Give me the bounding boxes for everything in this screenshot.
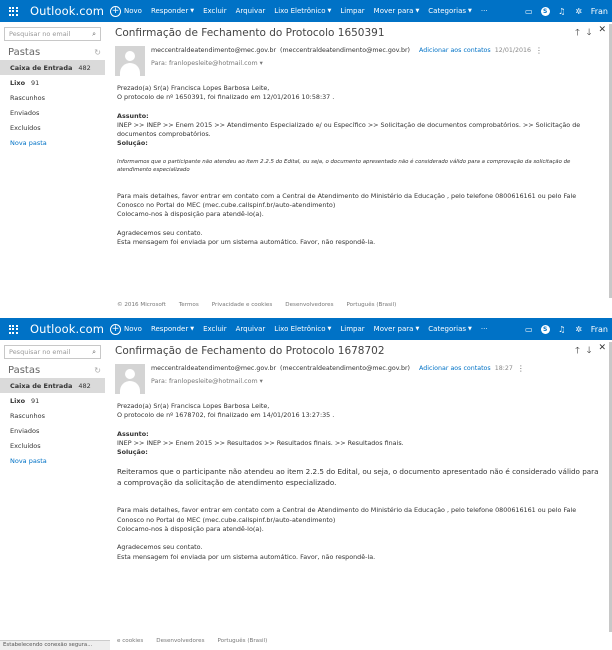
folder-label: Enviados (10, 426, 40, 435)
search-icon[interactable]: ⌕ (92, 347, 96, 356)
new-label: Novo (124, 7, 142, 15)
more-icon: ··· (480, 7, 488, 15)
app-launcher-icon[interactable] (0, 318, 26, 340)
chevron-down-icon: ▼ (190, 8, 195, 14)
search-icon[interactable]: ⌕ (92, 29, 96, 38)
refresh-icon[interactable]: ↻ (94, 366, 101, 375)
folder-label: Caixa de Entrada (10, 63, 73, 72)
reply-button[interactable] (151, 325, 194, 333)
solution-text: Informamos que o participante não atendeu ao item 2.2.5 do Edital, ou seja, o documento apresentado não é considerado válido para a comprovação da solicitação de atendimento especializado (117, 158, 571, 173)
reading-pane (107, 340, 612, 650)
availability-line: Colocamo-nos à disposição para atendê-lo(a). (117, 210, 264, 219)
folder-count: 91 (31, 78, 40, 87)
junk-button[interactable] (274, 7, 331, 15)
chevron-down-icon: ▼ (468, 8, 472, 14)
chevron-down-icon: ▼ (190, 326, 195, 332)
search-placeholder: Pesquisar no email (9, 30, 71, 38)
sweep-button[interactable] (340, 7, 364, 15)
solution-label: Solução: (117, 448, 148, 457)
greeting: Prezado(a) Sr(a) Francisca Lopes Barbosa Leite, (117, 84, 270, 92)
categories-button[interactable] (428, 325, 472, 333)
recipient-line: Para: franlopesleite@hotmail.com (151, 60, 258, 67)
skype-icon[interactable]: S (541, 7, 550, 16)
greeting: Prezado(a) Sr(a) Francisca Lopes Barbosa Leite, (117, 402, 270, 410)
email-body (107, 396, 612, 562)
plus-icon: + (111, 5, 120, 16)
more-button[interactable] (481, 7, 488, 15)
sweep-button[interactable] (340, 325, 364, 333)
folder-sidebar (0, 22, 105, 310)
folder-label: Rascunhos (10, 411, 46, 420)
solution-text: Reiteramos que o participante não atendeu ao item 2.2.5 do Edital, ou seja, o documento apresentado não é considerado válido para a comprovação da solicitação de atendimento especializado. (117, 467, 599, 488)
search-placeholder: Pesquisar no email (9, 348, 71, 356)
thanks-line: Agradecemos seu contato. (117, 228, 203, 237)
notifications-icon[interactable]: ♫ (558, 6, 566, 16)
move-label: Mover para (373, 7, 414, 15)
folder-junk[interactable] (0, 75, 105, 90)
new-button[interactable] (110, 6, 142, 17)
more-icon: ··· (480, 325, 488, 333)
reply-label: Responder (150, 7, 189, 15)
folder-inbox[interactable] (0, 60, 105, 75)
folder-label: Lixo (10, 396, 26, 405)
email-body (107, 78, 612, 247)
folders-heading (0, 359, 105, 378)
reply-label: Responder (150, 325, 189, 333)
auto-message-line: Esta mensagem foi enviada por um sistema automático. Favor, não respondê-la. (117, 552, 376, 561)
page-footer (107, 302, 612, 308)
search-input[interactable] (4, 27, 101, 41)
folder-label: Nova pasta (10, 456, 47, 465)
chat-icon[interactable]: ▭ (524, 6, 533, 16)
folder-deleted[interactable] (0, 438, 105, 453)
more-options-icon[interactable]: ⋮ (534, 46, 543, 55)
folder-deleted[interactable] (0, 120, 105, 135)
brand-logo[interactable]: Outlook.com (30, 322, 105, 336)
user-name[interactable]: Fran (590, 6, 608, 16)
gear-icon[interactable]: ✲ (575, 324, 583, 334)
avatar (115, 46, 145, 76)
email-subject: Confirmação de Fechamento do Protocolo 1678702 (115, 345, 385, 357)
email-subject: Confirmação de Fechamento do Protocolo 1650391 (115, 27, 385, 39)
close-icon[interactable]: ✕ (598, 343, 606, 353)
subject-path: INEP >> INEP >> Enem 2015 >> Atendimento Especializado e/ ou Específico >> Solicitação de documentos comprobatórios. >> Solicitação de documentos comprobatórios. (117, 120, 581, 139)
reply-button[interactable] (151, 7, 194, 15)
contact-info: Para mais detalhes, favor entrar em contato com a Central de Atendimento do Ministério da Educação , pelo telefone 0800616161 ou pelo Fale Conosco no Portal do MEC (mec.cube.callspinf.br/auto-atendimento) (117, 191, 577, 210)
sender-name[interactable]: meccentraldeatendimento@mec.gov.br (151, 47, 277, 54)
delete-label: Excluir (203, 325, 227, 333)
top-toolbar (0, 318, 612, 340)
arrow-up-icon[interactable]: 🡑 (575, 28, 580, 38)
search-input[interactable] (4, 345, 101, 359)
recipient-line: Para: franlopesleite@hotmail.com (151, 378, 258, 385)
folder-count: 91 (31, 396, 40, 405)
junk-label: Lixo Eletrônico (274, 325, 326, 333)
copyright: © 2016 Microsoft (117, 302, 166, 308)
folder-drafts[interactable] (0, 90, 105, 105)
add-to-contacts-link[interactable]: Adicionar aos contatos (419, 365, 491, 372)
new-folder-link[interactable] (0, 135, 105, 150)
auto-message-line: Esta mensagem foi enviada por um sistema automático. Favor, não respondê-la. (117, 237, 376, 246)
arrow-up-icon[interactable]: 🡑 (575, 346, 580, 356)
reading-pane (107, 22, 612, 310)
privacy-link[interactable]: Privacidade e cookies (211, 302, 273, 308)
chevron-down-icon: ▼ (327, 8, 332, 14)
folder-count: 482 (78, 63, 91, 72)
folder-label: Caixa de Entrada (10, 381, 73, 390)
folder-label: Excluídos (10, 441, 41, 450)
page-footer (107, 638, 612, 644)
categories-label: Categorias (428, 325, 467, 333)
plus-icon: + (111, 323, 120, 334)
junk-label: Lixo Eletrônico (274, 7, 326, 15)
contact-info: Para mais detalhes, favor entrar em contato com a Central de Atendimento do Ministério da Educação , pelo telefone 0800616161 ou pelo Fale Conosco no Portal do MEC (mec.cube.callspinf.br/auto-atendimento) (117, 506, 577, 524)
protocol-line: O protocolo de nº 1650391, foi finalizado em 12/01/2016 10:58:37 . (117, 93, 335, 102)
close-icon[interactable]: ✕ (598, 25, 606, 35)
sweep-label: Limpar (340, 7, 365, 15)
move-to-button[interactable] (374, 7, 420, 15)
delete-button[interactable] (203, 325, 227, 333)
move-to-button[interactable] (374, 325, 420, 333)
archive-button[interactable] (236, 325, 266, 333)
archive-label: Arquivar (235, 7, 266, 15)
new-label: Novo (124, 325, 142, 333)
archive-button[interactable] (236, 7, 266, 15)
categories-button[interactable] (428, 7, 472, 15)
new-button[interactable] (110, 324, 142, 335)
terms-link[interactable]: Termos (178, 302, 199, 308)
notifications-icon[interactable]: ♫ (558, 324, 566, 334)
junk-button[interactable] (274, 325, 331, 333)
chevron-down-icon: ▼ (468, 326, 472, 332)
folder-label: Enviados (10, 108, 40, 117)
arrow-down-icon[interactable]: 🡓 (586, 28, 592, 38)
folder-sent[interactable] (0, 105, 105, 120)
chevron-down-icon: ▼ (415, 8, 420, 14)
sender-address: (meccentraldeatendimento@mec.gov.br) (280, 47, 410, 54)
new-folder-link[interactable] (0, 453, 105, 468)
folder-label: Excluídos (10, 123, 41, 132)
outlook-window-1 (0, 0, 612, 314)
more-button[interactable] (481, 325, 488, 333)
subject-label: Assunto: (117, 111, 149, 120)
folder-inbox[interactable] (0, 378, 105, 393)
chevron-down-icon[interactable]: ▾ (259, 60, 263, 67)
chevron-down-icon: ▼ (327, 326, 332, 332)
gear-icon[interactable]: ✲ (575, 6, 583, 16)
email-date: 18:27 (494, 365, 513, 372)
developers-link[interactable]: Desenvolvedores (285, 302, 334, 308)
folder-junk[interactable] (0, 393, 105, 408)
brand-logo[interactable]: Outlook.com (30, 4, 105, 18)
developers-link[interactable]: Desenvolvedores (156, 638, 205, 644)
folders-heading-label: Pastas (8, 47, 41, 58)
arrow-down-icon[interactable]: 🡓 (586, 346, 592, 356)
delete-label: Excluir (203, 7, 227, 15)
user-name[interactable]: Fran (590, 324, 608, 334)
language-link[interactable]: Português (Brasil) (217, 638, 268, 644)
top-toolbar (0, 0, 612, 22)
folder-sidebar (0, 340, 105, 650)
app-launcher-icon[interactable] (0, 0, 26, 22)
folder-label: Rascunhos (10, 93, 46, 102)
categories-label: Categorias (428, 7, 467, 15)
folder-label: Nova pasta (10, 138, 47, 147)
move-label: Mover para (373, 325, 414, 333)
more-options-icon[interactable]: ⋮ (516, 364, 525, 373)
skype-icon[interactable]: S (541, 325, 550, 334)
refresh-icon[interactable]: ↻ (94, 48, 101, 57)
avatar (115, 364, 145, 394)
add-to-contacts-link[interactable]: Adicionar aos contatos (419, 47, 491, 54)
chevron-down-icon[interactable]: ▾ (259, 378, 263, 385)
privacy-link[interactable]: e cookies (117, 638, 144, 644)
thanks-line: Agradecemos seu contato. (117, 543, 203, 552)
chat-icon[interactable]: ▭ (524, 324, 533, 334)
folder-count: 482 (78, 381, 91, 390)
subject-label: Assunto: (117, 429, 149, 438)
folders-heading (0, 41, 105, 60)
availability-line: Colocamo-nos à disposição para atendê-lo(a). (117, 525, 264, 534)
delete-button[interactable] (203, 7, 227, 15)
protocol-line: O protocolo de nº 1678702, foi finalizado em 14/01/2016 13:27:35 . (117, 411, 335, 420)
subject-path: INEP >> INEP >> Enem 2015 >> Resultados >> Resultados finais. >> Resultados finais. (117, 438, 404, 447)
sweep-label: Limpar (340, 325, 365, 333)
chevron-down-icon: ▼ (415, 326, 420, 332)
solution-label: Solução: (117, 139, 148, 148)
folder-drafts[interactable] (0, 408, 105, 423)
folder-label: Lixo (10, 78, 26, 87)
language-link[interactable]: Português (Brasil) (346, 302, 397, 308)
email-date: 12/01/2016 (494, 47, 531, 54)
folders-heading-label: Pastas (8, 365, 41, 376)
sender-address: (meccentraldeatendimento@mec.gov.br) (280, 365, 410, 372)
folder-sent[interactable] (0, 423, 105, 438)
browser-status-bar: Estabelecendo conexão segura... (0, 640, 110, 650)
sender-name[interactable]: meccentraldeatendimento@mec.gov.br (151, 365, 277, 372)
outlook-window-2 (0, 318, 612, 650)
archive-label: Arquivar (235, 325, 266, 333)
